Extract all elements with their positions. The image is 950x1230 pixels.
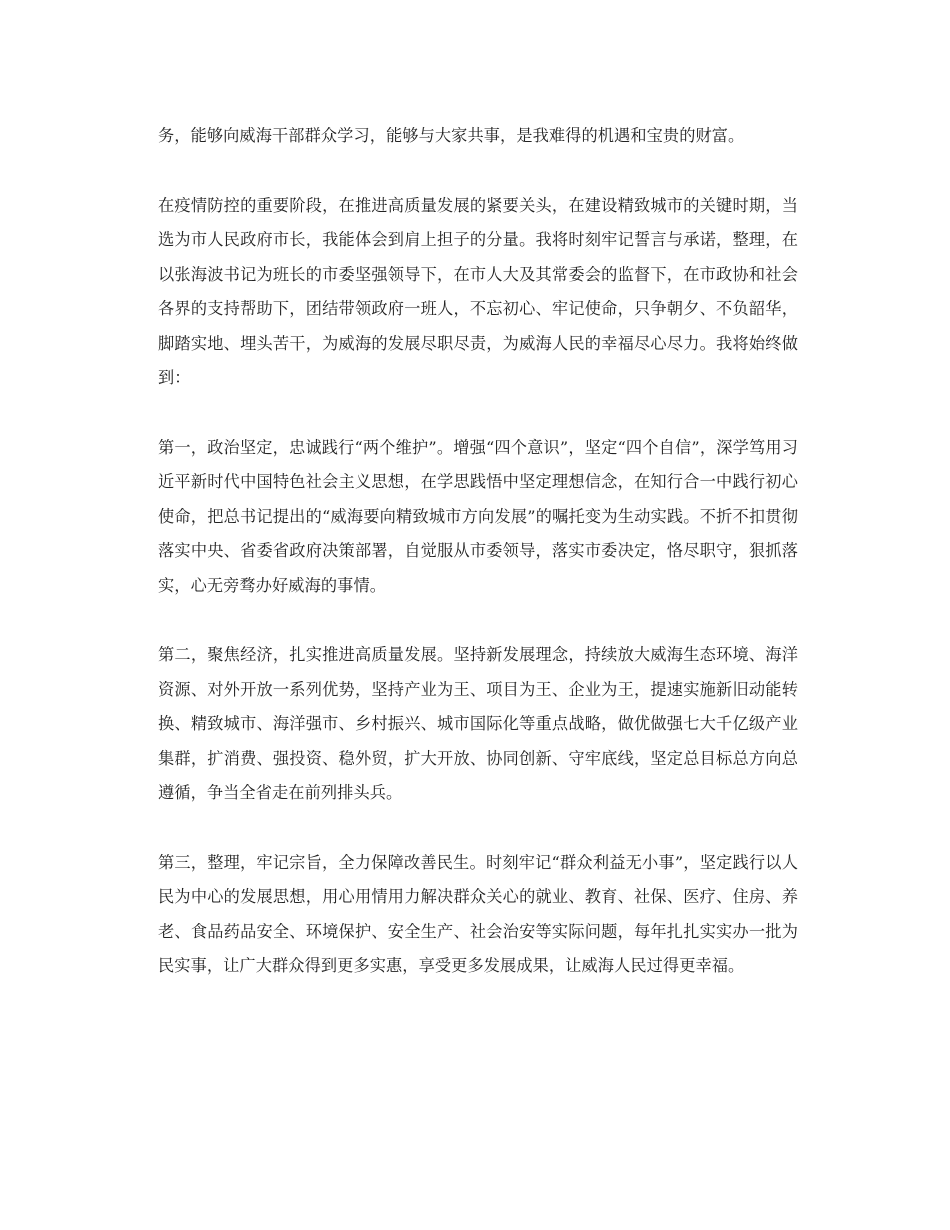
paragraph-point-one: 第一，政治坚定，忠诚践行“两个维护”。增强“四个意识”，坚定“四个自信”，深学笃用习近平新时代中国特色社会主义思想，在学思践悟中坚定理想信念，在知行合一中践行初心使命，把总书记提出的“威海要向精致城市方向发展”的嘱托变为生动实践。不折不扣贯彻落实中央、省委省政府决策部署，自觉服从市委领导，落实市委决定，恪尽职守，狠抓落实，心无旁骛办好威海的事情。: [158, 437, 798, 595]
paragraph-pledge-intro: 在疫情防控的重要阶段，在推进高质量发展的紧要关头，在建设精致城市的关键时期，当选为市人民政府市长，我能体会到肩上担子的分量。我将时刻牢记誓言与承诺，整理，在以张海波书记为班长的市委坚强领导下，在市人大及其常委会的监督下，在市政协和社会各界的支持帮助下，团结带领政府一班人，不忘初心、牢记使命，只争朝夕、不负韶华，脚踏实地、埋头苦干，为威海的发展尽职尽责，为威海人民的幸福尽心尽力。我将始终做到：: [158, 195, 798, 387]
paragraph-point-two: 第二，聚焦经济，扎实推进高质量发展。坚持新发展理念，持续放大威海生态环境、海洋资源、对外开放一系列优势，坚持产业为王、项目为王、企业为王，提速实施新旧动能转换、精致城市、海洋强市、乡村振兴、城市国际化等重点战略，做优做强七大千亿级产业集群，扩消费、强投资、稳外贸，扩大开放、协同创新、守牢底线，坚定总目标总方向总遵循，争当全省走在前列排头兵。: [158, 645, 798, 802]
paragraph-continuation: 务，能够向威海干部群众学习，能够与大家共事，是我难得的机遇和宝贵的财富。: [158, 126, 745, 145]
paragraph-point-three: 第三，整理，牢记宗旨，全力保障改善民生。时刻牢记“群众利益无小事”，坚定践行以人民为中心的发展思想，用心用情用力解决群众关心的就业、教育、社保、医疗、住房、养老、食品药品安全、环境保护、安全生产、社会治安等实际问题，每年扎扎实实办一批为民实事，让广大群众得到更多实惠，享受更多发展成果，让威海人民过得更幸福。: [158, 852, 798, 975]
document-body: [158, 119, 798, 984]
